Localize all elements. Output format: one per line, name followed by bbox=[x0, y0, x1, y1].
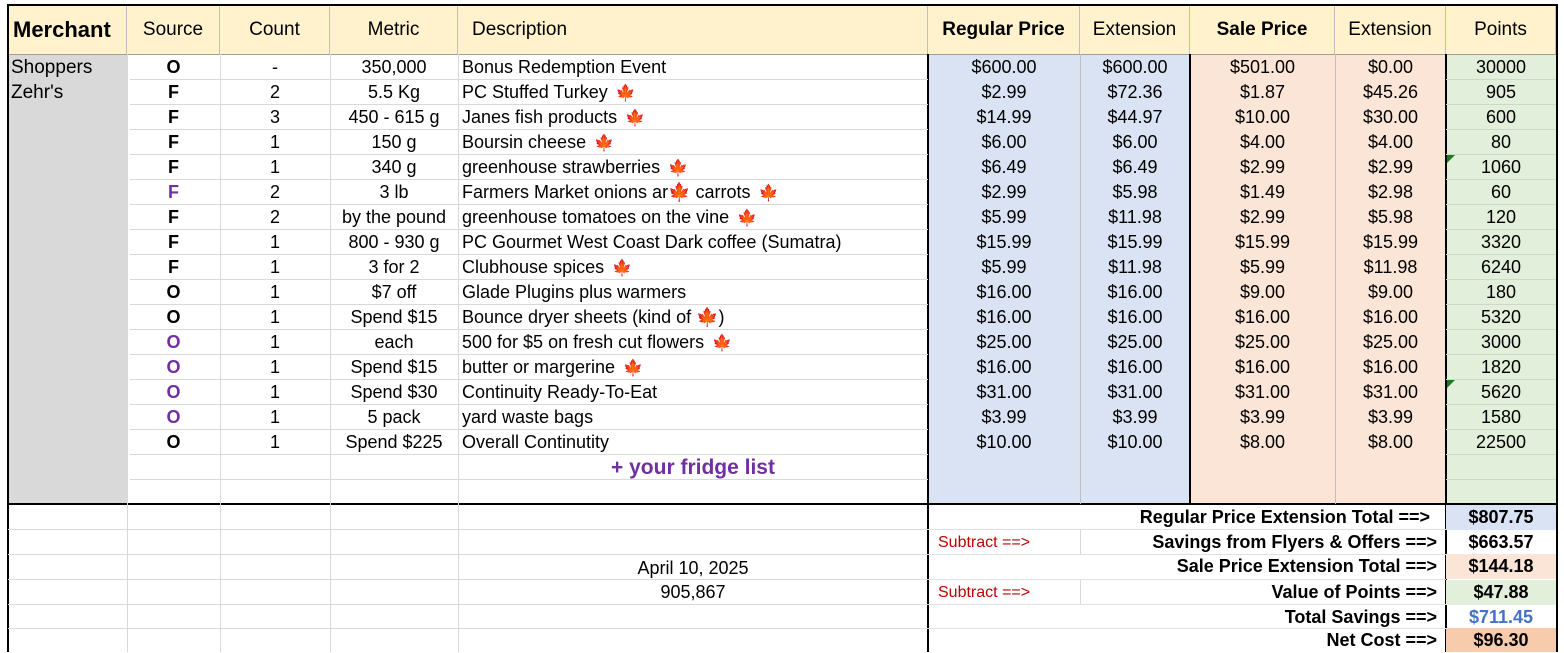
sale-cell: $5.99 bbox=[1239, 257, 1286, 277]
ext1-cell: $15.99 bbox=[1107, 232, 1163, 252]
description-cell bbox=[458, 155, 928, 180]
ext1-cell: $11.98 bbox=[1108, 257, 1162, 277]
description-text: Farmers Market onions ar🍁 carrots bbox=[462, 182, 751, 202]
maple-leaf-icon: 🍁 bbox=[625, 110, 646, 127]
ext1-cell: $600.00 bbox=[1102, 57, 1168, 77]
total-savings-label: Total Savings ==> bbox=[1284, 607, 1437, 627]
savings-label: Savings from Flyers & Offers ==> bbox=[1152, 532, 1437, 552]
reg-cell: $15.99 bbox=[976, 232, 1032, 252]
grid-line bbox=[8, 529, 928, 530]
fridge-list-link[interactable]: + your fridge list bbox=[611, 456, 775, 479]
description-cell bbox=[458, 430, 928, 455]
ext1-cell: $72.36 bbox=[1107, 82, 1163, 102]
maple-leaf-icon: 🍁 bbox=[594, 135, 614, 152]
metric-cell: 5 pack bbox=[367, 407, 421, 427]
merchant-shoppers: Shoppers bbox=[11, 57, 93, 78]
ext1-cell: $6.00 bbox=[1112, 132, 1158, 152]
description-cell bbox=[458, 255, 928, 280]
header-count: Count bbox=[220, 5, 330, 54]
count-cell: 1 bbox=[269, 382, 280, 402]
description-cell bbox=[458, 130, 928, 155]
ext1-cell: $16.00 bbox=[1107, 307, 1163, 327]
sale-cell: $4.00 bbox=[1239, 132, 1286, 152]
metric-cell: 5.5 Kg bbox=[367, 82, 421, 102]
description-text: Bonus Redemption Event bbox=[462, 57, 667, 77]
count-cell: - bbox=[272, 57, 278, 77]
merchant-zehrs: Zehr's bbox=[11, 82, 64, 103]
count-cell: 1 bbox=[269, 257, 280, 277]
points-cell: 22500 bbox=[1475, 432, 1527, 452]
sheet-border-top bbox=[7, 4, 1557, 6]
ext2-cell: $31.00 bbox=[1362, 382, 1419, 402]
description-text: PC Stuffed Turkey bbox=[462, 82, 608, 102]
sale-cell: $1.49 bbox=[1239, 182, 1286, 202]
count-cell: 1 bbox=[269, 157, 280, 177]
source-cell: F bbox=[168, 107, 179, 127]
description-cell bbox=[458, 80, 928, 105]
metric-cell: Spend $225 bbox=[345, 432, 443, 452]
sale-total-value: $144.18 bbox=[1446, 554, 1556, 579]
count-cell: 1 bbox=[269, 357, 280, 377]
description-text: greenhouse tomatoes on the vine bbox=[462, 207, 730, 227]
description-cell bbox=[458, 55, 928, 80]
maple-leaf-icon: 🍁 bbox=[668, 160, 689, 177]
source-cell: F bbox=[168, 207, 179, 227]
ext2-cell: $2.98 bbox=[1367, 182, 1414, 202]
ext2-cell: $45.26 bbox=[1362, 82, 1419, 102]
metric-cell: Spend $15 bbox=[350, 357, 438, 377]
maple-leaf-icon: 🍁 bbox=[758, 185, 779, 202]
points-cell: 80 bbox=[1490, 132, 1512, 152]
description-text: yard waste bags bbox=[462, 407, 594, 427]
sale-cell: $16.00 bbox=[1234, 307, 1291, 327]
ext1-cell: $44.97 bbox=[1107, 107, 1163, 127]
subtract-label-1: Subtract ==> bbox=[938, 534, 1031, 551]
reg-cell: $6.00 bbox=[981, 132, 1027, 152]
reg-cell: $16.00 bbox=[976, 357, 1032, 377]
points-cell: 3000 bbox=[1480, 332, 1522, 352]
ext2-cell: $5.98 bbox=[1367, 207, 1414, 227]
points-cell: 3320 bbox=[1480, 232, 1522, 252]
points-cell: 6240 bbox=[1480, 257, 1522, 277]
sale-total-label: Sale Price Extension Total ==> bbox=[1176, 556, 1437, 576]
ext2-cell: $0.00 bbox=[1367, 57, 1414, 77]
count-cell: 2 bbox=[269, 182, 280, 202]
grid-line bbox=[1446, 479, 1556, 480]
metric-cell: by the pound bbox=[341, 207, 447, 227]
maple-leaf-icon: 🍁 bbox=[712, 335, 733, 352]
header-regular-price: Regular Price bbox=[928, 5, 1080, 54]
reg-cell: $31.00 bbox=[976, 382, 1032, 402]
maple-leaf-icon: 🍁 bbox=[612, 260, 633, 277]
description-text: Janes fish products bbox=[462, 107, 618, 127]
count-cell: 1 bbox=[269, 132, 280, 152]
metric-cell: 150 g bbox=[371, 132, 417, 152]
metric-cell: $7 off bbox=[371, 282, 417, 302]
ext2-cell: $30.00 bbox=[1362, 107, 1419, 127]
reg-cell: $14.99 bbox=[976, 107, 1032, 127]
ext2-cell: $8.00 bbox=[1367, 432, 1414, 452]
source-cell: O bbox=[166, 307, 181, 327]
maple-leaf-icon: 🍁 bbox=[737, 210, 758, 227]
maple-leaf-icon: 🍁 bbox=[623, 360, 643, 377]
source-cell: F bbox=[168, 82, 179, 102]
source-cell: O bbox=[166, 382, 181, 402]
description-text: Overall Continutity bbox=[462, 432, 610, 452]
metric-cell: 350,000 bbox=[361, 57, 427, 77]
description-cell bbox=[458, 230, 928, 255]
ext1-cell: $11.98 bbox=[1108, 207, 1162, 227]
description-text: 500 for $5 on fresh cut flowers bbox=[462, 332, 705, 352]
net-cost-label: Net Cost ==> bbox=[1326, 630, 1437, 650]
reg-cell: $2.99 bbox=[981, 182, 1027, 202]
source-cell: O bbox=[166, 357, 181, 377]
description-cell bbox=[458, 280, 928, 305]
net-cost-value: $96.30 bbox=[1446, 628, 1556, 652]
points-cell: 60 bbox=[1490, 182, 1512, 202]
source-cell: F bbox=[168, 157, 179, 177]
points-cell: 30000 bbox=[1475, 57, 1527, 77]
sale-cell: $10.00 bbox=[1234, 107, 1291, 127]
ext1-cell: $6.49 bbox=[1112, 157, 1158, 177]
merchant-column-bg bbox=[7, 54, 127, 503]
reg-cell: $3.99 bbox=[981, 407, 1027, 427]
points-cell: 1060 bbox=[1480, 157, 1522, 177]
points-cell: 5620 bbox=[1480, 382, 1522, 402]
metric-cell: Spend $30 bbox=[350, 382, 438, 402]
description-cell bbox=[458, 330, 928, 355]
description-text: butter or margerine bbox=[462, 357, 616, 377]
maple-leaf-icon: 🍁 bbox=[615, 85, 636, 102]
header-merchant: Merchant bbox=[7, 5, 127, 54]
reg-cell: $2.99 bbox=[981, 82, 1027, 102]
description-text: Bounce dryer sheets (kind of 🍁) bbox=[462, 307, 725, 327]
sale-cell: $2.99 bbox=[1239, 207, 1286, 227]
description-text: PC Gourmet West Coast Dark coffee (Sumatra) bbox=[462, 232, 842, 252]
points-cell: 1820 bbox=[1480, 357, 1522, 377]
reg-cell: $600.00 bbox=[971, 57, 1037, 77]
points-cell: 1580 bbox=[1480, 407, 1522, 427]
ext2-cell: $15.99 bbox=[1362, 232, 1419, 252]
account-number: 905,867 bbox=[660, 582, 726, 602]
ext2-cell: $16.00 bbox=[1362, 307, 1419, 327]
count-cell: 1 bbox=[269, 407, 280, 427]
description-cell bbox=[458, 305, 928, 330]
source-cell: O bbox=[166, 57, 181, 77]
sale-cell: $3.99 bbox=[1239, 407, 1286, 427]
header-points: Points bbox=[1446, 5, 1556, 54]
regular-total-value: $807.75 bbox=[1446, 505, 1556, 530]
ext1-cell: $5.98 bbox=[1112, 182, 1158, 202]
metric-cell: 800 - 930 g bbox=[348, 232, 440, 252]
metric-cell: each bbox=[374, 332, 414, 352]
count-cell: 2 bbox=[269, 207, 280, 227]
source-cell: F bbox=[168, 257, 179, 277]
description-cell bbox=[458, 405, 928, 430]
count-cell: 1 bbox=[269, 307, 280, 327]
sale-cell: $31.00 bbox=[1234, 382, 1291, 402]
points-cell: 120 bbox=[1485, 207, 1517, 227]
sale-cell: $9.00 bbox=[1239, 282, 1286, 302]
points-value-value: $47.88 bbox=[1446, 580, 1556, 605]
count-cell: 1 bbox=[269, 232, 280, 252]
source-cell: O bbox=[166, 432, 181, 452]
reg-cell: $5.99 bbox=[981, 257, 1027, 277]
ext2-cell: $25.00 bbox=[1362, 332, 1419, 352]
ext1-cell: $16.00 bbox=[1107, 282, 1163, 302]
reg-cell: $16.00 bbox=[976, 307, 1032, 327]
points-cell: 600 bbox=[1485, 107, 1517, 127]
report-date: April 10, 2025 bbox=[637, 558, 749, 578]
regular-total-label: Regular Price Extension Total ==> bbox=[1139, 507, 1430, 527]
reg-cell: $6.49 bbox=[981, 157, 1027, 177]
points-cell: 905 bbox=[1485, 82, 1517, 102]
count-cell: 3 bbox=[269, 107, 280, 127]
header-extension1: Extension bbox=[1080, 5, 1190, 54]
comment-marker bbox=[1447, 380, 1455, 388]
points-cell: 5320 bbox=[1480, 307, 1522, 327]
header-sale-price: Sale Price bbox=[1190, 5, 1335, 54]
ext2-cell: $9.00 bbox=[1367, 282, 1414, 302]
reg-cell: $16.00 bbox=[976, 282, 1032, 302]
count-cell: 1 bbox=[269, 432, 280, 452]
ext1-cell: $3.99 bbox=[1112, 407, 1158, 427]
ext2-cell: $3.99 bbox=[1367, 407, 1414, 427]
metric-cell: Spend $15 bbox=[350, 307, 438, 327]
sale-cell: $15.99 bbox=[1234, 232, 1291, 252]
source-cell: F bbox=[168, 232, 179, 252]
count-cell: 2 bbox=[269, 82, 280, 102]
description-text: greenhouse strawberries bbox=[462, 157, 661, 177]
reg-cell: $5.99 bbox=[981, 207, 1027, 227]
description-cell bbox=[458, 380, 928, 405]
header-extension2: Extension bbox=[1335, 5, 1446, 54]
reg-cell: $10.00 bbox=[976, 432, 1032, 452]
sheet-border-right bbox=[1556, 4, 1558, 652]
header-metric: Metric bbox=[330, 5, 458, 54]
description-cell bbox=[458, 180, 928, 205]
ext2-cell: $16.00 bbox=[1362, 357, 1419, 377]
source-cell: O bbox=[166, 282, 181, 302]
metric-cell: 340 g bbox=[371, 157, 417, 177]
sale-cell: $25.00 bbox=[1234, 332, 1291, 352]
ext1-cell: $31.00 bbox=[1107, 382, 1163, 402]
reg-cell: $25.00 bbox=[976, 332, 1032, 352]
description-text: Continuity Ready-To-Eat bbox=[462, 382, 658, 402]
savings-value: $663.57 bbox=[1468, 532, 1534, 552]
description-text: Glade Plugins plus warmers bbox=[462, 282, 687, 302]
ext2-cell: $11.98 bbox=[1363, 257, 1418, 277]
grid-line bbox=[8, 628, 928, 629]
sale-cell: $1.87 bbox=[1239, 82, 1286, 102]
source-cell: O bbox=[166, 332, 181, 352]
header-source: Source bbox=[127, 5, 220, 54]
metric-cell: 3 for 2 bbox=[368, 257, 420, 277]
count-cell: 1 bbox=[269, 332, 280, 352]
sale-cell: $16.00 bbox=[1234, 357, 1291, 377]
comment-marker bbox=[1447, 155, 1455, 163]
subtract-label-2: Subtract ==> bbox=[938, 584, 1031, 601]
points-value-label: Value of Points ==> bbox=[1271, 582, 1437, 602]
header-description: Description bbox=[458, 5, 928, 54]
grid-line bbox=[8, 554, 928, 555]
metric-cell: 450 - 615 g bbox=[348, 107, 440, 127]
ext1-cell: $16.00 bbox=[1107, 357, 1163, 377]
ext2-cell: $4.00 bbox=[1367, 132, 1414, 152]
sale-cell: $2.99 bbox=[1239, 157, 1286, 177]
ext2-cell: $2.99 bbox=[1367, 157, 1414, 177]
description-cell bbox=[458, 205, 928, 230]
source-cell: F bbox=[168, 132, 179, 152]
ext1-cell: $25.00 bbox=[1107, 332, 1163, 352]
ext1-cell: $10.00 bbox=[1107, 432, 1163, 452]
sale-cell: $8.00 bbox=[1239, 432, 1286, 452]
source-cell: F bbox=[168, 182, 179, 202]
points-cell: 180 bbox=[1485, 282, 1517, 302]
count-cell: 1 bbox=[269, 282, 280, 302]
total-savings-value: $711.45 bbox=[1468, 607, 1534, 627]
source-cell: O bbox=[166, 407, 181, 427]
description-cell bbox=[458, 105, 928, 130]
metric-cell: 3 lb bbox=[379, 182, 409, 202]
description-text: Clubhouse spices bbox=[462, 257, 605, 277]
sale-cell: $501.00 bbox=[1229, 57, 1296, 77]
description-cell bbox=[458, 355, 928, 380]
description-text: Boursin cheese bbox=[462, 132, 587, 152]
